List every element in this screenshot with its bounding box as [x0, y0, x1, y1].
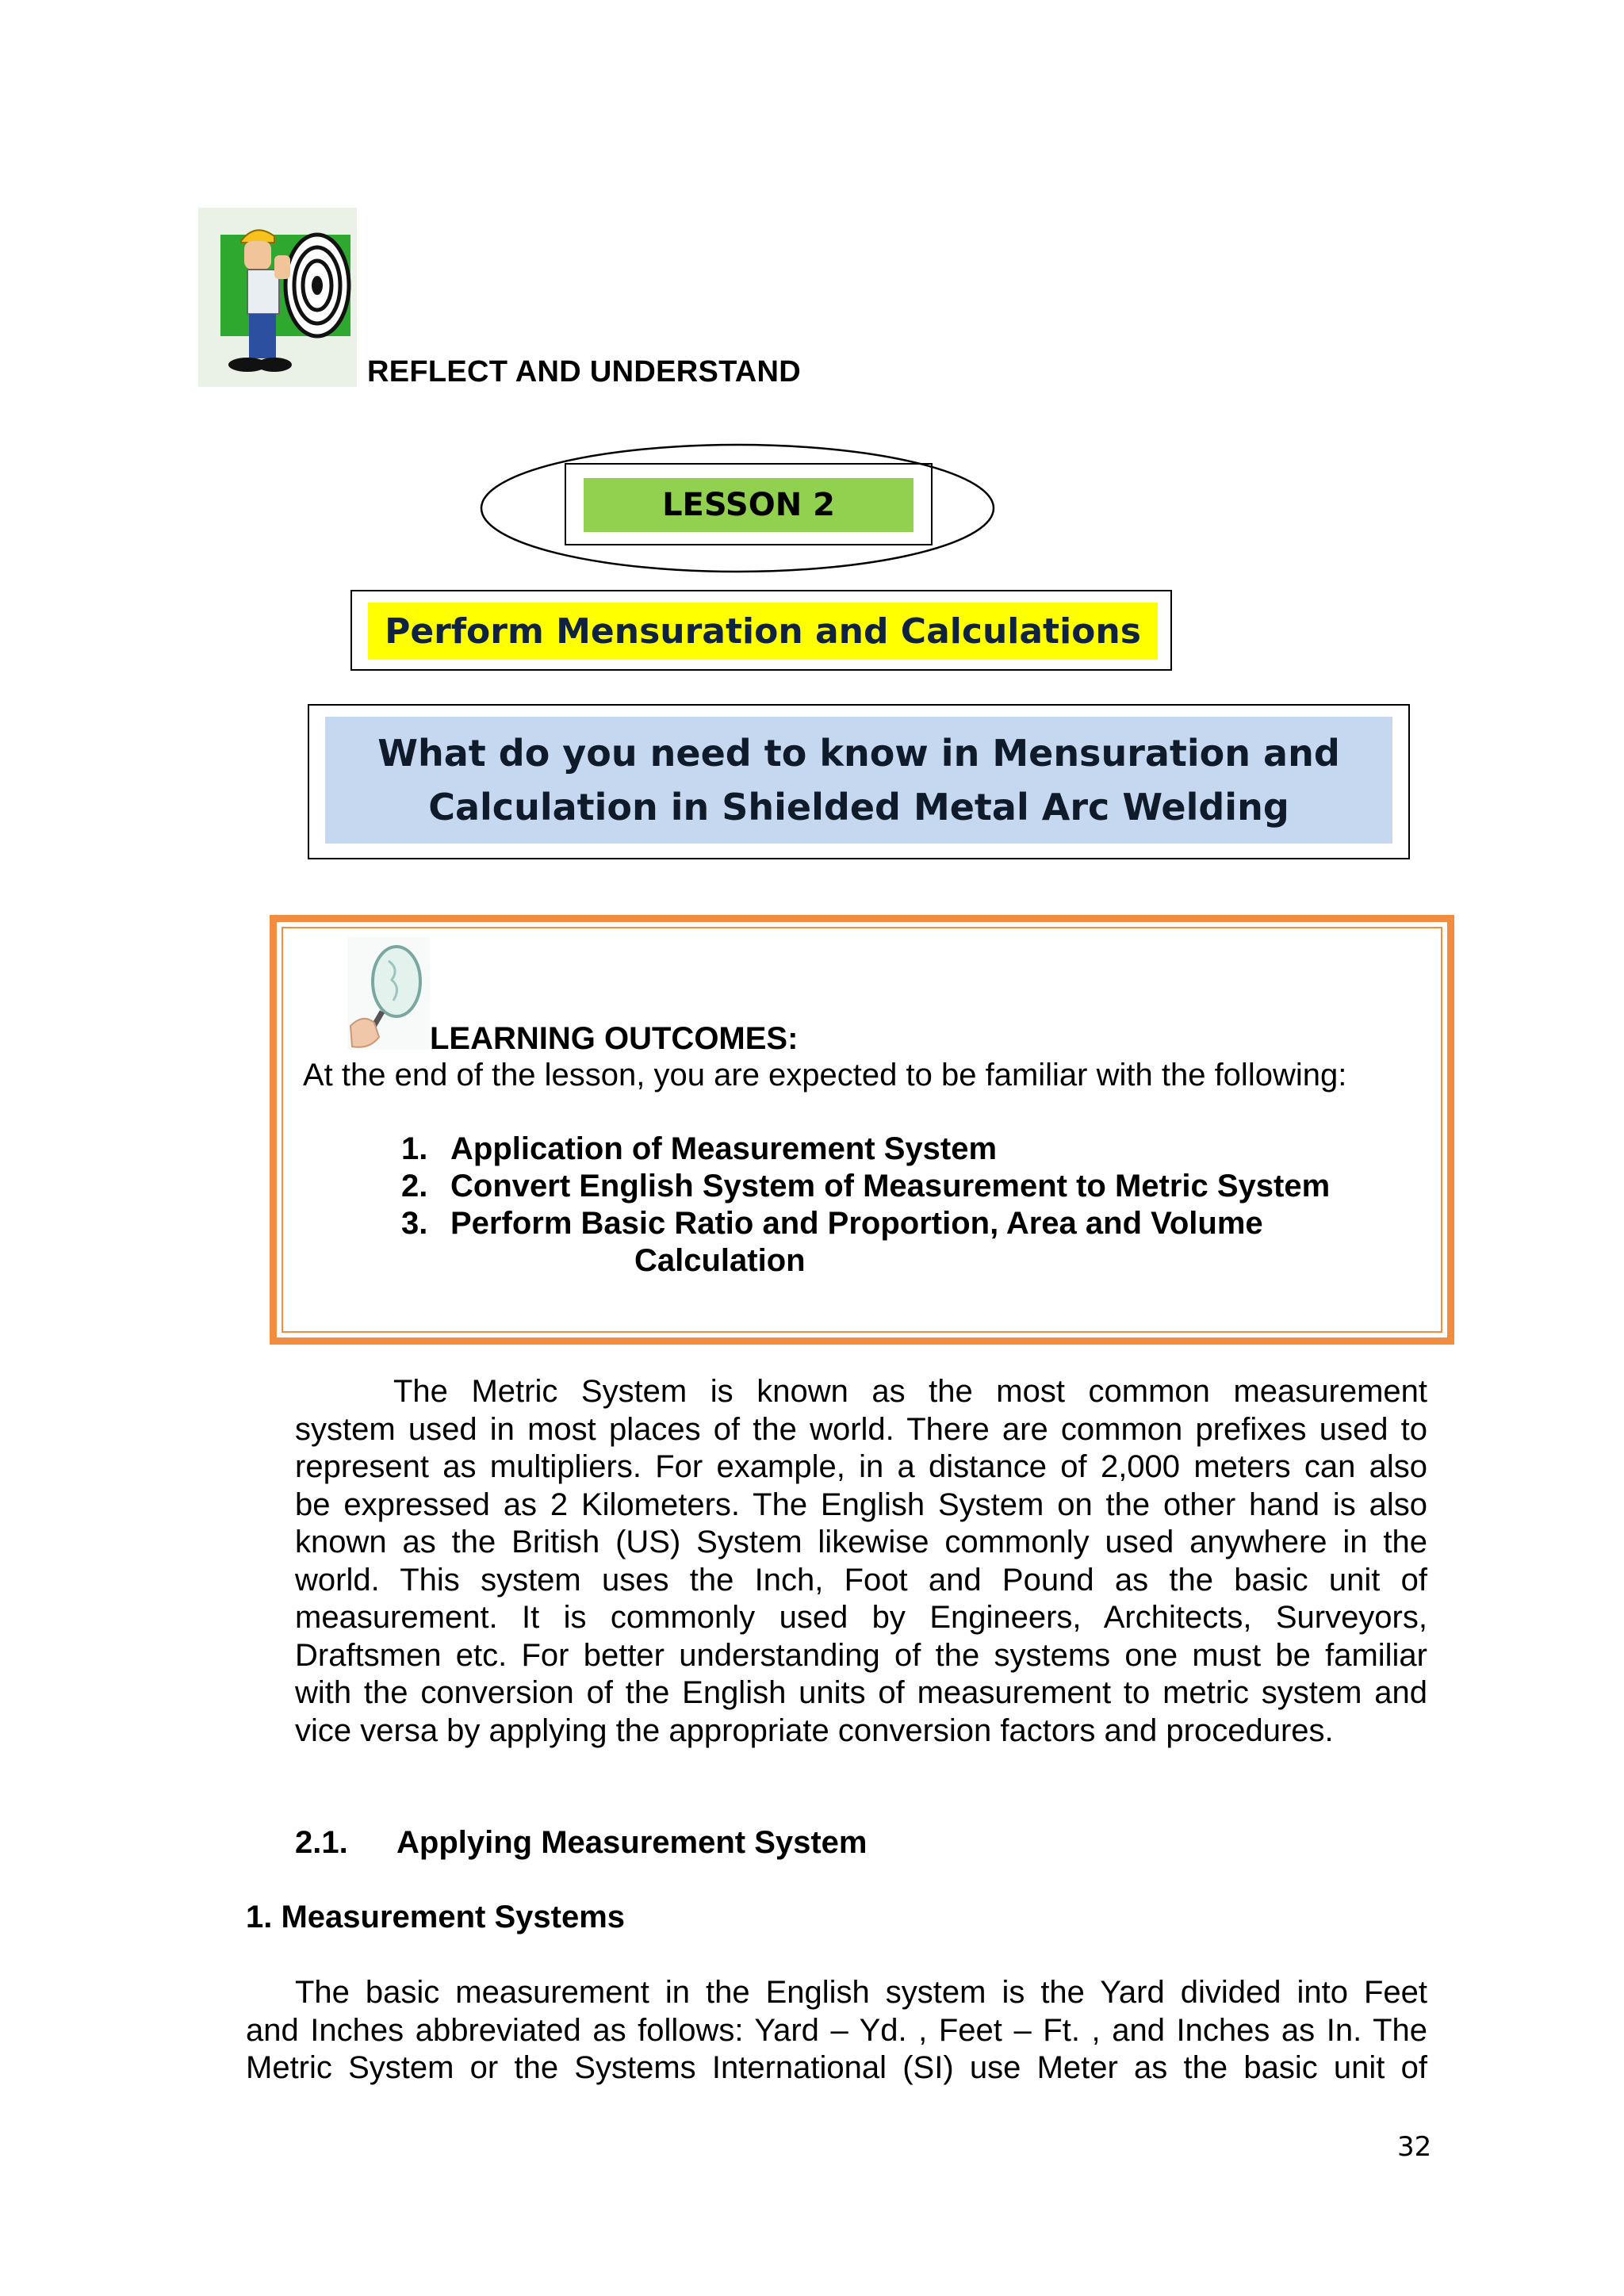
measurement-paragraph [246, 1974, 1427, 2087]
question-box [308, 704, 1410, 859]
paragraph-line: represent as multipliers. For example, in a distance of 2,000 meters can also [295, 1449, 1427, 1484]
outcome-text: Convert English System of Measurement to Metric System [450, 1169, 1331, 1203]
reflect-heading: REFLECT AND UNDERSTAND [367, 355, 802, 388]
paragraph-line: The Metric System is known as the most common measurement [393, 1374, 1427, 1409]
paragraph-line: The basic measurement in the English system is the Yard divided into Feet [295, 1975, 1427, 2010]
paragraph-line: Draftsmen etc. For better understanding of the systems one must be familiar [295, 1637, 1427, 1673]
learning-outcomes-intro: At the end of the lesson, you are expected to be familiar with the following: [303, 1058, 1347, 1093]
subsection-title: 1. Measurement Systems [246, 1900, 626, 1934]
page-number: 32 [1397, 2131, 1432, 2163]
magnifier-hand-icon [347, 937, 430, 1050]
question-text [325, 717, 1392, 844]
learning-outcomes-heading: LEARNING OUTCOMES: [430, 1021, 799, 1056]
lesson-label: LESSON 2 [584, 478, 914, 532]
question-line-1: What do you need to know in Mensuration and [377, 732, 1340, 775]
lesson-badge [565, 463, 933, 545]
learning-outcomes-box [270, 915, 1454, 1345]
paragraph-line: be expressed as 2 Kilometers. The English System on the other hand is also [295, 1487, 1427, 1522]
question-line-2: Calculation in Shielded Metal Arc Welding [428, 786, 1289, 828]
lesson-title-box [350, 590, 1172, 671]
paragraph-line: and Inches abbreviated as follows: Yard – Yd. , Feet – Ft. , and Inches as In. The [246, 2012, 1427, 2048]
paragraph-line: Metric System or the Systems International (SI) use Meter as the basic unit of [246, 2050, 1427, 2085]
lesson-title: Perform Mensuration and Calculations [368, 603, 1158, 660]
outcome-number: 2. [401, 1169, 428, 1203]
outcome-number: 1. [401, 1131, 428, 1166]
paragraph-line: known as the British (US) System likewise commonly used anywhere in the [295, 1525, 1427, 1559]
section-title: Applying Measurement System [396, 1825, 868, 1860]
intro-paragraph [295, 1373, 1427, 1750]
paragraph-line: with the conversion of the English units of measurement to metric system and [295, 1675, 1427, 1710]
paragraph-line: world. This system uses the Inch, Foot and Pound as the basic unit of [295, 1562, 1427, 1598]
paragraph-line: system used in most places of the world. There are common prefixes used to [295, 1411, 1427, 1447]
section-number: 2.1. [295, 1825, 348, 1860]
outcome-text: Application of Measurement System [450, 1131, 998, 1166]
outcome-text: Perform Basic Ratio and Proportion, Area and Volume [450, 1206, 1263, 1241]
paragraph-line: vice versa by applying the appropriate conversion factors and procedures. [295, 1712, 1334, 1748]
outcome-item-continuation: Calculation [634, 1243, 806, 1278]
outcome-number: 3. [401, 1206, 428, 1241]
paragraph-line: measurement. It is commonly used by Engineers, Architects, Surveyors, [295, 1600, 1427, 1635]
worker-target-icon [198, 208, 357, 387]
